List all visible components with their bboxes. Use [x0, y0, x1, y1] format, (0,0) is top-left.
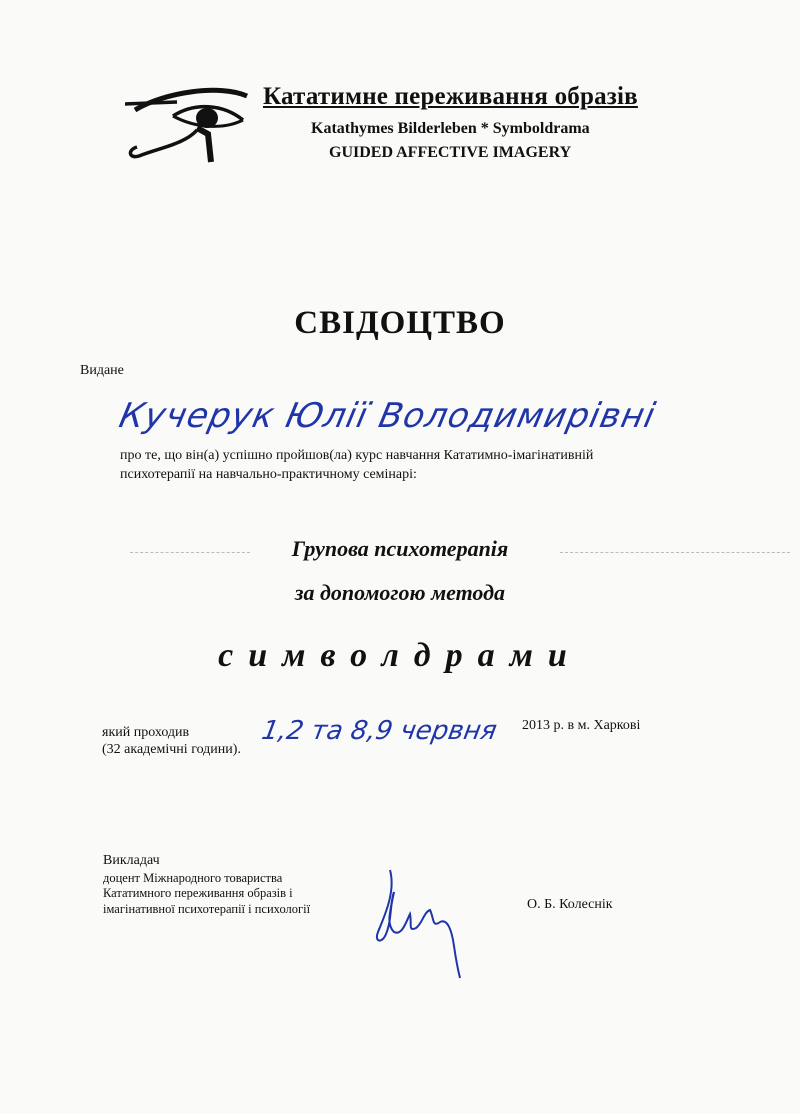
- year-and-city: 2013 р. в м. Харкові: [522, 718, 641, 733]
- teacher-label: Викладач: [103, 853, 160, 868]
- eye-of-horus-icon: [125, 86, 250, 166]
- signer-name: О. Б. Колеснік: [527, 897, 613, 912]
- handwritten-signature-icon: [368, 862, 478, 982]
- certificate-title: СВІДОЦТВО: [294, 305, 506, 341]
- org-name-english: GUIDED AFFECTIVE IMAGERY: [329, 144, 572, 161]
- course-title-line2: за допомогою метода: [294, 580, 506, 605]
- recipient-name-handwritten: Кучерук Юлії Володимирівні: [115, 396, 660, 436]
- academic-hours: (32 академічні години).: [102, 742, 241, 757]
- course-title-line1: Групова психотерапія: [291, 536, 509, 561]
- teacher-affiliation-line3: імагінативної психотерапії і психології: [103, 902, 311, 916]
- org-name-ukrainian: Кататимне переживання образів: [263, 83, 638, 110]
- issued-label: Видане: [80, 363, 124, 378]
- completion-statement-line2: психотерапії на навчально-практичному семінарі:: [120, 467, 417, 482]
- org-name-german: Katathymes Bilderleben * Symboldrama: [311, 120, 590, 137]
- course-dates-handwritten: 1,2 та 8,9 червня: [259, 716, 500, 746]
- teacher-affiliation-line2: Кататимного переживання образів і: [103, 886, 293, 900]
- held-label: який проходив: [102, 725, 190, 740]
- teacher-affiliation-line1: доцент Міжнародного товариства: [103, 871, 283, 885]
- completion-statement-line1: про те, що він(а) успішно пройшов(ла) курс навчання Кататимно-імагінативній: [120, 448, 594, 463]
- course-title-line3: символдрами: [218, 637, 582, 674]
